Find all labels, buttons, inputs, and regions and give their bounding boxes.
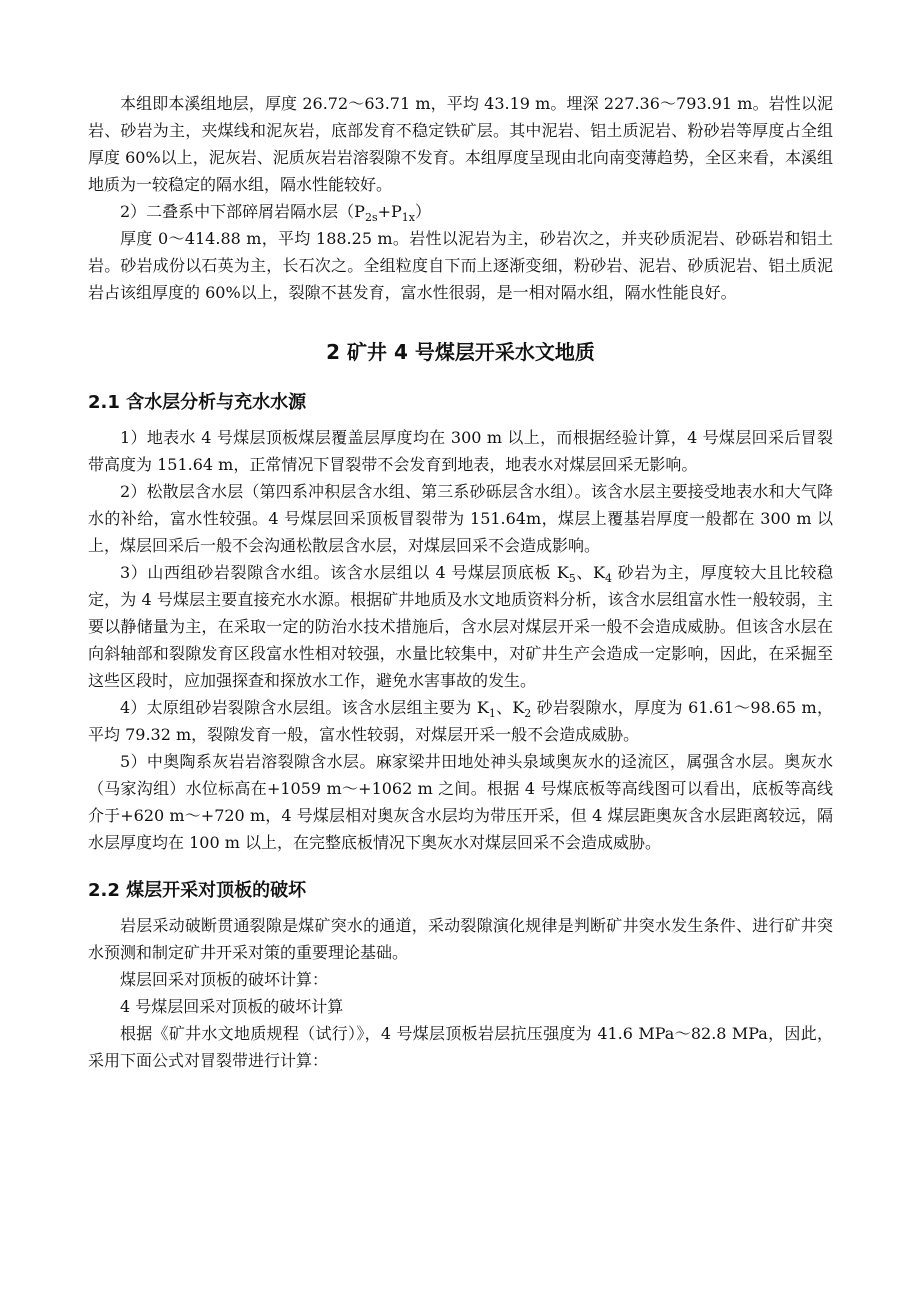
list-item-surface-water: 1）地表水 4 号煤层顶板煤层覆盖层厚度均在 300 m 以上，而根据经验计算，4 号煤层回采后冒裂带高度为 151.64 m，正常情况下冒裂带不会发育到地表，地表水对煤层回采无影响。 — [88, 428, 833, 474]
section-title-2-2: 2.2 煤层开采对顶板的破坏 — [88, 880, 307, 901]
item-text: 、K — [575, 563, 605, 582]
subscript: 4 — [604, 572, 612, 586]
item-text: +P — [377, 202, 402, 221]
list-item-shanxi-aquifer — [88, 559, 833, 694]
item-text: 、K — [495, 698, 525, 717]
subscript: 2s — [364, 211, 378, 225]
paragraph-permian-thickness: 厚度 0～414.88 m，平均 188.25 m。岩性以泥岩为主，砂岩次之，并夹砂质泥岩、砂砾岩和铝土岩。砂岩成份以石英为主，长石次之。全组粒度自下而上逐渐变细，粉砂岩、泥岩、砂质泥岩、铝土质泥岩占该组厚度的 60%以上，裂隙不甚发育，富水性很弱，是一相对隔水组，隔水性能良好。 — [88, 229, 833, 302]
paragraph-benxi-formation: 本组即本溪组地层，厚度 26.72～63.71 m，平均 43.19 m。埋深 227.36～793.91 m。岩性以泥岩、砂岩为主，夹煤线和泥灰岩，底部发育不稳定铁矿层。其中泥岩、铝土质泥岩、粉砂岩等厚度占全组厚度 60%以上，泥灰岩、泥质灰岩岩溶裂隙不发育。本组厚度呈现由北向南变薄趋势，全区来看，本溪组地质为一较稳定的隔水组，隔水性能较好。 — [88, 94, 833, 194]
list-item-permian-aquiclude — [88, 198, 833, 225]
paragraph-fracture-channel: 岩层采动破断贯通裂隙是煤矿突水的通道，采动裂隙演化规律是判断矿井突水发生条件、进行矿井突水预测和制定矿井开采对策的重要理论基础。 — [88, 916, 833, 962]
paragraph-regulation-basis: 根据《矿井水文地质规程（试行）》，4 号煤层顶板岩层抗压强度为 41.6 MPa～82.8 MPa，因此，采用下面公式对冒裂带进行计算： — [88, 1024, 833, 1070]
subscript: 2 — [524, 707, 532, 721]
list-item-taiyuan-aquifer — [88, 694, 833, 748]
list-item-ordovician-aquifer: 5）中奥陶系灰岩岩溶裂隙含水层。麻家梁井田地处神头泉域奥灰水的迳流区，属强含水层。奥灰水（马家沟组）水位标高在+1059 m～+1062 m 之间。根据 4 号煤底板等高线图可以看出，底板等高线介于+620 m～+720 m，4 号煤层相对奥灰含水层均为带压开采，但 4 煤层距奥灰含水层距离较远，隔水层厚度均在 100 m 以上，在完整底板情况下奥灰水对煤层回采不会造成威胁。 — [88, 752, 833, 852]
item-text: 砂岩裂隙水，厚度为 61.61～98.65 m，平均 79.32 m，裂隙发育一般，富水性较弱，对煤层开采一般不会造成威胁。 — [88, 698, 833, 744]
paragraph-calc-subheading: 4 号煤层回采对顶板的破坏计算 — [120, 997, 344, 1016]
item-text: 砂岩为主，厚度较大且比较稳定，为 4 号煤层主要直接充水水源。根据矿井地质及水文地质资料分析，该含水层组富水性一般较弱，主要以静储量为主，在采取一定的防治水技术措施后，含水层对煤层开采一般不会造成威胁。但该含水层在向斜轴部和裂隙发育区段富水性相对较强，水量比较集中，对矿井生产会造成一定影响，因此，在采掘至这些区段时，应加强探查和探放水工作，避免水害事故的发生。 — [88, 563, 833, 690]
item-text: ） — [414, 202, 431, 221]
item-text: 3）山西组砂岩裂隙含水组。该含水层组以 4 号煤层顶底板 K — [120, 563, 569, 582]
subscript: 1 — [488, 707, 496, 721]
item-text: 4）太原组砂岩裂隙含水层组。该含水层组主要为 K — [120, 698, 489, 717]
document-page — [88, 90, 833, 1074]
list-item-loose-aquifer: 2）松散层含水层（第四系冲积层含水组、第三系砂砾层含水组）。该含水层主要接受地表水和大气降水的补给，富水性较强。4 号煤层回采顶板冒裂带为 151.64m，煤层上覆基岩厚度一般都在 300 m 以上，煤层回采后一般不会沟通松散层含水层，对煤层回采不会造成影响。 — [88, 482, 833, 555]
subscript: 5 — [568, 572, 576, 586]
section-title-2-1: 2.1 含水层分析与充水水源 — [88, 392, 307, 413]
paragraph-calc-heading: 煤层回采对顶板的破坏计算： — [120, 970, 329, 989]
chapter-title: 2 矿井 4 号煤层开采水文地质 — [326, 340, 595, 364]
subscript: 1x — [401, 211, 415, 225]
item-text: 2）二叠系中下部碎屑岩隔水层（P — [120, 202, 365, 221]
